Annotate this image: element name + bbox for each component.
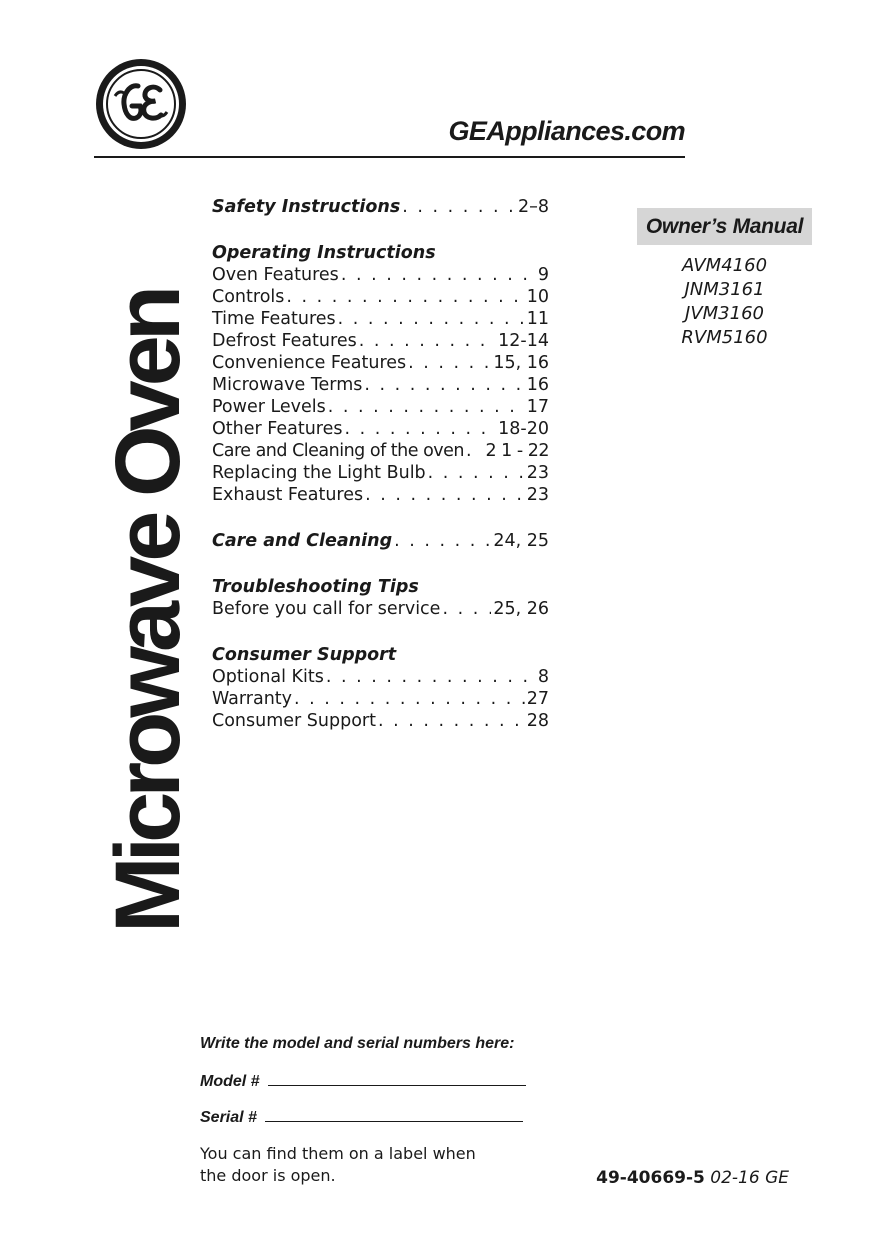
toc-group-consumer-support bbox=[212, 644, 549, 732]
toc-leader-dots bbox=[359, 330, 496, 352]
toc-page: 2 1 - 22 bbox=[485, 441, 549, 461]
toc-label: Defrost Features bbox=[212, 331, 357, 351]
toc-row-optional-kits[interactable] bbox=[212, 666, 549, 688]
toc-leader-dots bbox=[326, 666, 536, 688]
toc-row-time-features[interactable] bbox=[212, 308, 549, 330]
toc-page: 28 bbox=[526, 711, 549, 731]
toc-leader-dots bbox=[466, 440, 483, 462]
toc-label: Controls bbox=[212, 287, 285, 307]
toc-row-before-you-call[interactable] bbox=[212, 598, 549, 620]
model-number: AVM4160 bbox=[681, 255, 768, 276]
header-divider bbox=[94, 156, 685, 158]
toc-group-care-cleaning bbox=[212, 530, 549, 552]
toc-row-exhaust-features[interactable] bbox=[212, 484, 549, 506]
toc-label: Before you call for service bbox=[212, 599, 441, 619]
serial-label: Serial # bbox=[200, 1109, 257, 1126]
serial-number-block bbox=[200, 1035, 540, 1187]
toc-page: 9 bbox=[537, 265, 549, 285]
toc-label: Warranty bbox=[212, 689, 293, 709]
owners-manual-badge: Owner’s Manual bbox=[637, 208, 812, 245]
serial-note: You can find them on a label when the door is open. bbox=[200, 1144, 476, 1185]
website-url: GEAppliances.com bbox=[448, 116, 685, 146]
toc-label: Microwave Terms bbox=[212, 375, 363, 395]
toc-row-convenience-features[interactable] bbox=[212, 352, 549, 374]
toc-leader-dots bbox=[428, 462, 525, 484]
toc-row-oven-features[interactable] bbox=[212, 264, 549, 286]
toc-row-replacing-light-bulb[interactable] bbox=[212, 462, 549, 484]
toc-leader-dots bbox=[345, 418, 497, 440]
toc-page: 12-14 bbox=[498, 331, 549, 351]
toc-group-safety bbox=[212, 196, 549, 218]
toc-row-microwave-terms[interactable] bbox=[212, 374, 549, 396]
toc-page: 15, 16 bbox=[493, 353, 549, 373]
toc-label: Power Levels bbox=[212, 397, 326, 417]
toc-leader-dots bbox=[408, 352, 491, 374]
toc-page: 18-20 bbox=[498, 419, 549, 439]
toc-leader-dots bbox=[294, 688, 525, 710]
toc-row-warranty[interactable] bbox=[212, 688, 549, 710]
toc-leader-dots bbox=[442, 598, 491, 620]
publication-number bbox=[596, 1168, 789, 1188]
toc-group-troubleshooting bbox=[212, 576, 549, 620]
toc-row-safety-instructions[interactable] bbox=[212, 196, 549, 218]
toc-label: Oven Features bbox=[212, 265, 339, 285]
toc-row-care-cleaning-oven[interactable] bbox=[212, 440, 549, 462]
model-list bbox=[637, 254, 812, 350]
toc-page: 24, 25 bbox=[493, 531, 549, 551]
toc-heading-consumer-support: Consumer Support bbox=[212, 645, 397, 665]
pub-date: 02-16 GE bbox=[710, 1168, 789, 1188]
ge-logo bbox=[94, 57, 188, 151]
serial-number-line bbox=[200, 1107, 540, 1127]
toc-label: Replacing the Light Bulb bbox=[212, 463, 426, 483]
model-number: RVM5160 bbox=[681, 327, 768, 348]
toc-page: 17 bbox=[526, 397, 549, 417]
toc-leader-dots bbox=[364, 374, 524, 396]
toc-label: Time Features bbox=[212, 309, 336, 329]
toc-leader-dots bbox=[402, 196, 516, 218]
toc-page: 27 bbox=[526, 689, 549, 709]
toc-page: 2–8 bbox=[517, 197, 549, 217]
table-of-contents bbox=[212, 196, 549, 756]
toc-label: Optional Kits bbox=[212, 667, 324, 687]
toc-row-consumer-support[interactable] bbox=[212, 710, 549, 732]
toc-page: 10 bbox=[526, 287, 549, 307]
toc-label: Care and Cleaning bbox=[212, 531, 393, 551]
toc-row-care-and-cleaning[interactable] bbox=[212, 530, 549, 552]
toc-page: 16 bbox=[526, 375, 549, 395]
toc-row-defrost-features[interactable] bbox=[212, 330, 549, 352]
toc-row-controls[interactable] bbox=[212, 286, 549, 308]
toc-label: Exhaust Features bbox=[212, 485, 364, 505]
toc-label: Other Features bbox=[212, 419, 343, 439]
serial-number-blank bbox=[265, 1107, 523, 1122]
model-number: JNM3161 bbox=[684, 279, 765, 300]
toc-row-other-features[interactable] bbox=[212, 418, 549, 440]
pub-number: 49-40669-5 bbox=[596, 1168, 705, 1188]
toc-page: 23 bbox=[526, 463, 549, 483]
toc-page: 23 bbox=[526, 485, 549, 505]
toc-leader-dots bbox=[378, 710, 525, 732]
toc-heading-troubleshooting-tips: Troubleshooting Tips bbox=[212, 577, 419, 597]
serial-heading: Write the model and serial numbers here: bbox=[200, 1035, 515, 1052]
toc-label: Care and Cleaning of the oven bbox=[212, 441, 464, 461]
vertical-product-title: Microwave Oven bbox=[97, 290, 199, 934]
toc-label: Safety Instructions bbox=[212, 197, 401, 217]
toc-leader-dots bbox=[286, 286, 524, 308]
toc-leader-dots bbox=[365, 484, 525, 506]
model-number-blank bbox=[268, 1071, 526, 1086]
toc-leader-dots bbox=[341, 264, 536, 286]
toc-page: 8 bbox=[537, 667, 549, 687]
toc-label: Convenience Features bbox=[212, 353, 407, 373]
model-number-line bbox=[200, 1071, 540, 1091]
model-number: JVM3160 bbox=[685, 303, 764, 324]
toc-page: 11 bbox=[526, 309, 549, 329]
toc-leader-dots bbox=[328, 396, 525, 418]
toc-group-operating bbox=[212, 242, 549, 506]
toc-leader-dots bbox=[394, 530, 491, 552]
ge-monogram-icon bbox=[94, 57, 188, 151]
toc-page: 25, 26 bbox=[493, 599, 549, 619]
toc-label: Consumer Support bbox=[212, 711, 376, 731]
toc-row-power-levels[interactable] bbox=[212, 396, 549, 418]
toc-heading-operating-instructions: Operating Instructions bbox=[212, 243, 436, 263]
toc-leader-dots bbox=[338, 308, 525, 330]
model-label: Model # bbox=[200, 1073, 260, 1090]
